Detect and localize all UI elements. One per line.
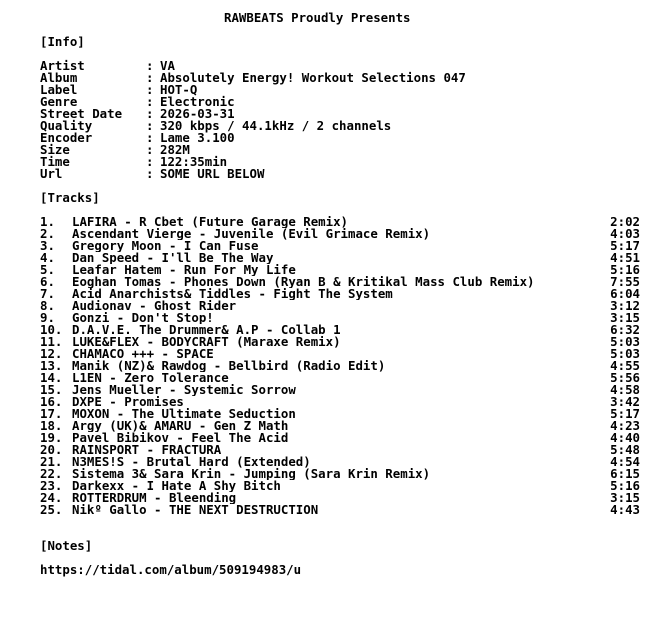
track-row [40,240,640,252]
track-row [40,396,640,408]
info-key: Genre [40,94,78,109]
nfo-document [40,12,640,576]
info-key: Artist [40,58,85,73]
track-title: Argy (UK)& AMARU - Gen Z Math [72,420,289,432]
info-value: 320 kbps / 44.1kHz / 2 channels [160,118,392,133]
track-row [40,324,640,336]
info-separator: : [146,58,154,73]
info-value: Absolutely Energy! Workout Selections 047 [160,70,466,85]
track-duration: 4:03 [610,226,640,241]
track-title: Audionav - Ghost Rider [72,300,237,312]
info-separator: : [146,142,154,157]
track-number: 18. [40,418,63,433]
track-row [40,408,640,420]
track-duration: 3:12 [610,298,640,313]
track-number: 1. [40,214,55,229]
track-number: 8. [40,298,55,313]
track-duration: 2:02 [610,214,640,229]
info-key: Encoder [40,130,93,145]
track-title: D.A.V.E. The Drummer& A.P - Collab 1 [72,324,341,336]
track-title: Leafar Hatem - Run For My Life [72,264,296,276]
track-number: 21. [40,454,63,469]
track-duration: 6:04 [610,286,640,301]
track-duration: 5:16 [610,262,640,277]
track-title: L1EN - Zero Tolerance [72,372,229,384]
info-key: Album [40,70,78,85]
track-number: 7. [40,286,55,301]
track-title: LAFIRA - R Cbet (Future Garage Remix) [72,216,349,228]
notes-url: https://tidal.com/album/509194983/u [40,562,302,577]
track-duration: 3:15 [610,490,640,505]
info-value: 122:35min [160,154,228,169]
info-row [40,84,640,96]
info-value: 2026-03-31 [160,106,235,121]
track-number: 13. [40,358,63,373]
track-row [40,336,640,348]
track-row [40,384,640,396]
track-title: Gonzi - Don't Stop! [72,312,214,324]
track-title: Darkexx - I Hate A Shy Bitch [72,480,281,492]
track-number: 19. [40,430,63,445]
track-row [40,276,640,288]
info-key: Time [40,154,70,169]
track-duration: 4:40 [610,430,640,445]
track-row [40,372,640,384]
track-number: 24. [40,490,63,505]
track-title: Gregory Moon - I Can Fuse [72,240,259,252]
track-row [40,468,640,480]
track-row [40,228,640,240]
track-row [40,360,640,372]
info-separator: : [146,70,154,85]
info-separator: : [146,166,154,181]
track-list [40,216,640,516]
track-title: LUKE&FLEX - BODYCRAFT (Maraxe Remix) [72,336,341,348]
info-value: SOME URL BELOW [160,166,265,181]
track-duration: 4:23 [610,418,640,433]
info-row [40,156,640,168]
track-title: Ascendant Vierge - Juvenile (Evil Grimace Remix) [72,228,431,240]
track-row [40,252,640,264]
track-title: N3MES!S - Brutal Hard (Extended) [72,456,311,468]
info-value: Lame 3.100 [160,130,235,145]
info-separator: : [146,106,154,121]
track-duration: 4:43 [610,502,640,517]
info-separator: : [146,82,154,97]
track-number: 17. [40,406,63,421]
track-number: 6. [40,274,55,289]
track-row [40,456,640,468]
info-row [40,132,640,144]
track-number: 15. [40,382,63,397]
track-number: 2. [40,226,55,241]
track-number: 22. [40,466,63,481]
info-separator: : [146,130,154,145]
track-title: Acid Anarchists& Tiddles - Fight The System [72,288,393,300]
track-duration: 4:51 [610,250,640,265]
track-number: 25. [40,502,63,517]
info-key: Quality [40,118,93,133]
track-duration: 5:56 [610,370,640,385]
info-key: Url [40,166,63,181]
track-number: 14. [40,370,63,385]
info-value: VA [160,58,175,73]
track-number: 12. [40,346,63,361]
track-duration: 3:15 [610,310,640,325]
track-duration: 7:55 [610,274,640,289]
track-row [40,348,640,360]
info-row [40,144,640,156]
info-value: HOT-Q [160,82,198,97]
tracks-section-header: [Tracks] [40,190,100,205]
track-row [40,288,640,300]
track-title: Manik (NZ)& Rawdog - Bellbird (Radio Edit) [72,360,386,372]
track-number: 11. [40,334,63,349]
track-row [40,504,640,516]
track-duration: 6:15 [610,466,640,481]
track-row [40,216,640,228]
track-row [40,432,640,444]
track-duration: 4:58 [610,382,640,397]
track-title: MOXON - The Ultimate Seduction [72,408,296,420]
track-row [40,444,640,456]
track-number: 10. [40,322,63,337]
track-duration: 5:17 [610,406,640,421]
track-duration: 5:16 [610,478,640,493]
release-banner: RAWBEATS Proudly Presents [224,10,411,25]
track-row [40,420,640,432]
track-title: DXPE - Promises [72,396,184,408]
track-number: 4. [40,250,55,265]
track-duration: 5:03 [610,334,640,349]
track-number: 23. [40,478,63,493]
track-duration: 3:42 [610,394,640,409]
track-title: CHAMACO +++ - SPACE [72,348,214,360]
track-row [40,300,640,312]
track-number: 9. [40,310,55,325]
info-value: Electronic [160,94,235,109]
track-row [40,480,640,492]
track-row [40,312,640,324]
info-list [40,60,640,180]
track-duration: 4:55 [610,358,640,373]
info-row [40,72,640,84]
info-separator: : [146,118,154,133]
track-duration: 6:32 [610,322,640,337]
track-number: 5. [40,262,55,277]
info-row [40,120,640,132]
track-title: Pavel Bibikov - Feel The Acid [72,432,289,444]
track-title: Nikº Gallo - THE NEXT DESTRUCTION [72,504,319,516]
track-number: 3. [40,238,55,253]
track-title: Eoghan Tomas - Phones Down (Ryan B & Kritikal Mass Club Remix) [72,276,535,288]
notes-section-header: [Notes] [40,538,93,553]
info-row [40,168,640,180]
info-key: Label [40,82,78,97]
info-key: Size [40,142,70,157]
info-row [40,96,640,108]
track-number: 20. [40,442,63,457]
track-duration: 5:03 [610,346,640,361]
track-duration: 4:54 [610,454,640,469]
track-title: Dan Speed - I'll Be The Way [72,252,274,264]
track-duration: 5:48 [610,442,640,457]
info-separator: : [146,94,154,109]
track-row [40,492,640,504]
track-title: RAINSPORT - FRACTURA [72,444,222,456]
track-title: Sistema 3& Sara Krin - Jumping (Sara Krin Remix) [72,468,431,480]
track-row [40,264,640,276]
info-section-header: [Info] [40,34,85,49]
info-separator: : [146,154,154,169]
track-duration: 5:17 [610,238,640,253]
track-title: Jens Mueller - Systemic Sorrow [72,384,296,396]
track-title: ROTTERDRUM - Bleending [72,492,237,504]
info-key: Street Date [40,106,123,121]
info-value: 282M [160,142,190,157]
track-number: 16. [40,394,63,409]
